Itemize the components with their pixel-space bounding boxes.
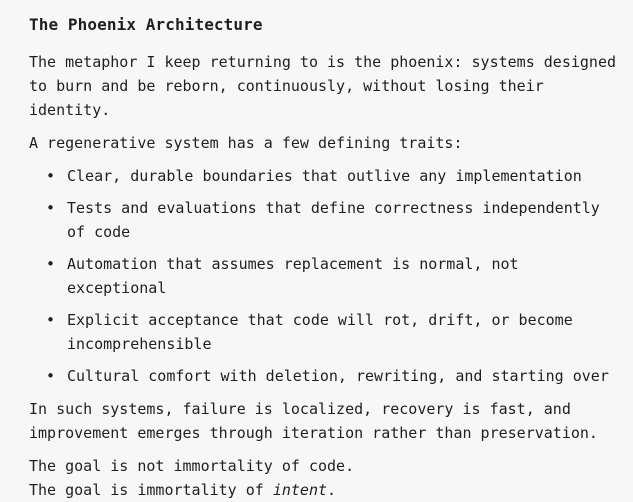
traits-lead-paragraph: A regenerative system has a few defining traits: (29, 134, 463, 152)
traits-list (29, 164, 625, 388)
outcome-paragraph: In such systems, failure is localized, recovery is fast, and improvement emerges through iteration rather than preservation. (29, 400, 598, 442)
intro-paragraph: The metaphor I keep returning to is the phoenix: systems designed to burn and be reborn, continuously, without losing their identity. (29, 53, 616, 119)
bullet-icon: • (46, 199, 56, 217)
list-item-text: Clear, durable boundaries that outlive any implementation (67, 167, 582, 185)
goal-paragraph (29, 454, 625, 502)
list-item (29, 364, 625, 388)
bullet-icon: • (46, 255, 56, 273)
goal-line-1: The goal is not immortality of code. (29, 457, 355, 475)
list-item (29, 308, 625, 356)
list-item-text: Explicit acceptance that code will rot, drift, or become incomprehensible (67, 311, 573, 353)
goal-line-2-prefix: The goal is immortality of (29, 481, 273, 499)
list-item (29, 164, 625, 188)
intent-emphasis: intent (272, 481, 328, 499)
list-item-text: Cultural comfort with deletion, rewriting, and starting over (67, 367, 609, 385)
document-title: The Phoenix Architecture (29, 15, 263, 34)
list-item-text: Tests and evaluations that define correctness independently of code (67, 199, 600, 241)
bullet-icon: • (46, 167, 56, 185)
list-item (29, 252, 625, 300)
list-item-text: Automation that assumes replacement is normal, not exceptional (67, 255, 519, 297)
bullet-icon: • (46, 367, 56, 385)
goal-line-2 (29, 478, 625, 502)
goal-line-2-suffix: . (327, 481, 337, 499)
list-item (29, 196, 625, 244)
bullet-icon: • (46, 311, 56, 329)
